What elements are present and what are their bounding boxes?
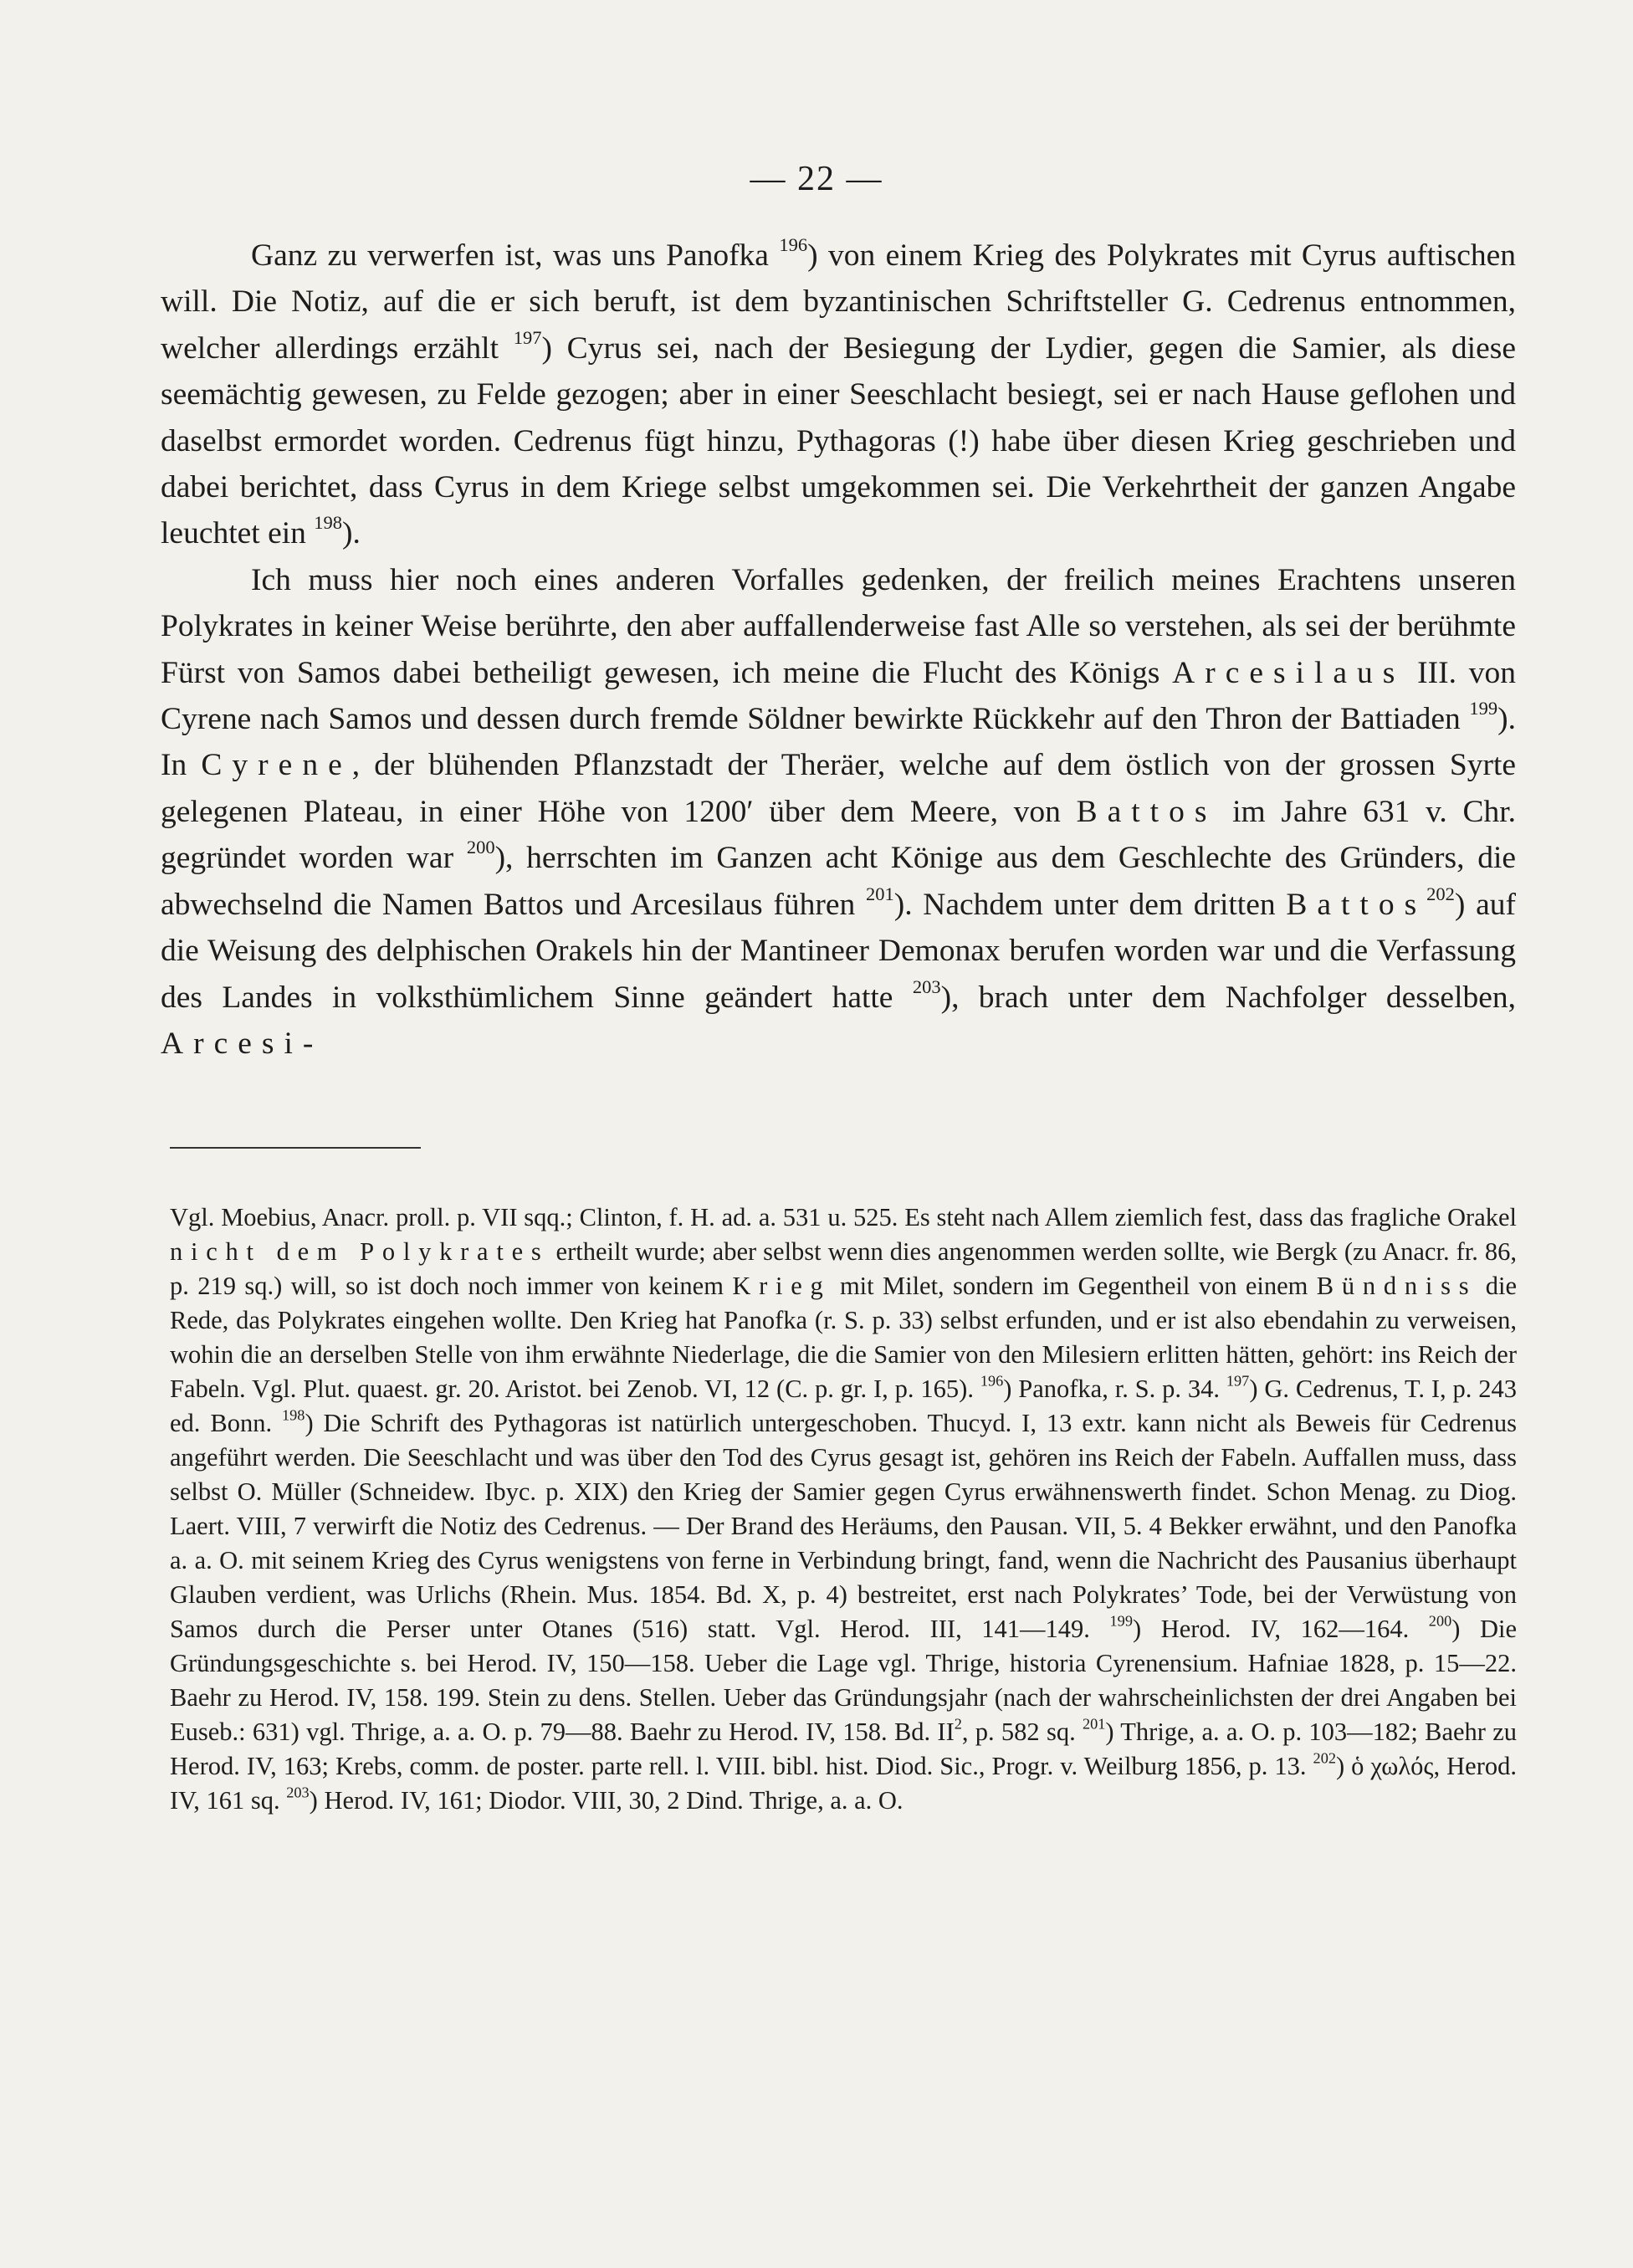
text-run: Vgl. Moebius, Anacr. proll. p. VII sqq.; Clinton, f. H. ad. a. 531 u. 525. Es steht nach Allem ziemlich fest, dass das fragliche Orakel — [170, 1203, 1517, 1231]
footnote-marker-203: 203 — [286, 1784, 310, 1801]
footnote-ref-202: 202 — [1426, 883, 1455, 904]
footnote-marker-199: 199 — [1109, 1612, 1133, 1630]
text-run: , der blühenden Pflanzstadt der Theräer, welche auf dem östlich von der grossen Syrte gelegenen Plateau, in einer Höhe von 1200′ über dem Meere, von — [161, 748, 1517, 829]
text-run: ) Herod. IV, 162—164. — [1132, 1615, 1410, 1643]
spaced-text: Krieg — [732, 1272, 832, 1300]
text-run: ) Herod. IV, 161; Diodor. VIII, 30, 2 Dind. Thrige, a. a. O. — [309, 1786, 904, 1815]
spaced-name-cyrene: Cyrene — [201, 748, 352, 783]
text-run: ertheilt wurde; aber selbst wenn dies angenommen werden sollte, wie Bergk (zu Anacr. fr. 86, p. 219 sq.) will, so ist doch noch immer von keinem — [170, 1237, 1518, 1300]
text-run: Ganz zu verwerfen ist, was uns Panofka — [251, 238, 769, 273]
paragraph-1 — [161, 233, 1516, 557]
text-run: ). Nachdem unter dem dritten — [893, 887, 1276, 922]
footnotes — [170, 1201, 1517, 1818]
footnote-ref-197: 197 — [513, 326, 542, 348]
text-run: ) Die Gründungsgeschichte s. bei Herod. IV, 150—158. Ueber die Lage vgl. Thrige, historia Cyrenensium. Hafniae 1828, p. 15—22. Baehr zu Herod. IV, 158. 199. Stein zu dens. Stellen. Ueber das Gründungsjahr (nach der wahrscheinlichsten der drei Angaben bei Euseb.: 631) vgl. Thrige, a. a. O. p. 79—88. Baehr zu Herod. IV, 158. Bd. II — [170, 1615, 1517, 1746]
spaced-name-arcesi: Arcesi- — [161, 1026, 324, 1061]
spaced-text: Bündniss — [1316, 1272, 1477, 1300]
text-run: ). In — [161, 702, 1516, 783]
page-number: — 22 — — [750, 160, 883, 198]
footnote-ref-199: 199 — [1469, 698, 1498, 719]
spaced-name-arcesilaus: Arcesilaus — [1172, 655, 1405, 690]
footnote-marker-201: 201 — [1082, 1715, 1106, 1733]
footnote-marker-200: 200 — [1428, 1612, 1452, 1630]
footnote-marker-202: 202 — [1313, 1749, 1336, 1767]
paragraph-2 — [161, 557, 1516, 1067]
text-run: ), brach unter dem Nachfolger desselben, — [940, 980, 1517, 1015]
text-run: ) Thrige, a. a. O. p. 103—182; Baehr zu Herod. IV, 163; Krebs, comm. de poster. parte rell. l. VIII. bibl. hist. Diod. Sic., Progr. v. Weilburg 1856, p. 13. — [170, 1718, 1518, 1780]
footnote-divider — [170, 1147, 421, 1149]
footnote-marker-197: 197 — [1226, 1372, 1250, 1390]
text-run: , p. 582 sq. — [961, 1718, 1076, 1746]
text-run: im Jahre 631 v. Chr. gegründet worden war — [161, 794, 1517, 876]
spaced-name-battos: Battos — [1286, 887, 1427, 922]
superscript: 2 — [954, 1715, 962, 1733]
spaced-text: nicht dem Polykrates — [170, 1237, 550, 1266]
footnote-ref-203: 203 — [912, 975, 941, 997]
footnote-ref-198: 198 — [314, 512, 343, 534]
text-run: mit Milet, sondern im Gegentheil von einem — [839, 1272, 1308, 1300]
footnote-ref-196: 196 — [779, 234, 808, 256]
footnote-block — [170, 1201, 1517, 1818]
text-run: die Rede, das Polykrates eingehen wollte. Den Krieg hat Panofka (r. S. p. 33) selbst erfunden, und er ist also ebendahin zu verweisen, wohin die an derselben Stelle von ihm erwähnte Niederlage, die die Samier von den Milesiern erlitten hätten, gehört: ins Reich der Fabeln. Vgl. Plut. quaest. gr. 20. Aristot. bei Zenob. VI, 12 (C. p. gr. I, p. 165). — [170, 1272, 1518, 1403]
text-run: ) G. Cedrenus, T. I, p. 243 ed. Bonn. — [170, 1375, 1518, 1437]
text-run: ) auf die Weisung des delphischen Orakels hin der Mantineer Demonax berufen worden war und die Verfassung des Landes in volksthümlichem Sinne geändert hatte — [161, 887, 1517, 1015]
text-run: ) ὁ χωλός, Herod. IV, 161 sq. — [170, 1752, 1517, 1815]
footnote-marker-196: 196 — [980, 1372, 1004, 1390]
text-run: ) Cyrus sei, nach der Besiegung der Lydier, gegen die Samier, als diese seemächtig gewesen, zu Felde gezogen; aber in einer Seeschlacht besiegt, sei er nach Hause geflohen und daselbst ermordet worden. Cedrenus fügt hinzu, Pythagoras (!) habe über diesen Krieg geschrieben und dabei berichtet, dass Cyrus in dem Kriege selbst umgekommen sei. Die Verkehrtheit der ganzen Angabe leuchtet ein — [161, 330, 1516, 551]
spaced-name-battos: Battos — [1076, 794, 1217, 829]
footnote-marker-198: 198 — [282, 1406, 305, 1424]
footnote-ref-201: 201 — [865, 883, 894, 904]
text-run: ) Panofka, r. S. p. 34. — [1003, 1375, 1221, 1403]
text-run: ) Die Schrift des Pythagoras ist natürlich untergeschoben. Thucyd. I, 13 extr. kann nicht als Beweis für Cedrenus angeführt werden. Die Seeschlacht und was über den Tod des Cyrus gesagt ist, gehören ins Reich der Fabeln. Auffallen muss, dass selbst O. Müller (Schneidew. Ibyc. p. XIX) den Krieg der Samier gegen Cyrus erwähnenswerth findet. Schon Menag. zu Diog. Laert. VIII, 7 verwirft die Notiz des Cedrenus. — Der Brand des Heräums, den Pausan. VII, 5. 4 Bekker erwähnt, und den Panofka a. a. O. mit seinem Krieg des Cyrus wenigstens von ferne in Verbindung bringt, fand, wenn die Nachricht des Pausanius überhaupt Glauben verdient, was Urlichs (Rhein. Mus. 1854. Bd. X, p. 4) bestreitet, erst nach Polykrates’ Tode, bei der Verwüstung von Samos durch die Perser unter Otanes (516) statt. Vgl. Herod. III, 141—149. — [170, 1409, 1517, 1643]
text-run: Ich muss hier noch eines anderen Vorfalles gedenken, der freilich meines Erachtens unseren Polykrates in keiner Weise berührte, den aber auffallenderweise fast Alle so verstehen, als sei der berühmte Fürst von Samos dabei betheiligt gewesen, ich meine die Flucht des Königs — [161, 562, 1516, 690]
text-run: ) von einem Krieg des Polykrates mit Cyrus auftischen will. Die Notiz, auf die er sich beruft, ist dem byzantinischen Schriftsteller G. Cedrenus entnommen, welcher allerdings erzählt — [161, 238, 1517, 366]
footnote-ref-200: 200 — [466, 837, 495, 858]
text-run: ). — [342, 516, 361, 551]
main-text — [161, 233, 1516, 1067]
text-run: III. von Cyrene nach Samos und dessen durch fremde Söldner bewirkte Rückkehr auf den Thron der Battiaden — [161, 655, 1516, 737]
text-run: ), herrschten im Ganzen acht Könige aus dem Geschlechte des Gründers, die abwechselnd die Namen Battos und Arcesilaus führen — [161, 841, 1517, 922]
